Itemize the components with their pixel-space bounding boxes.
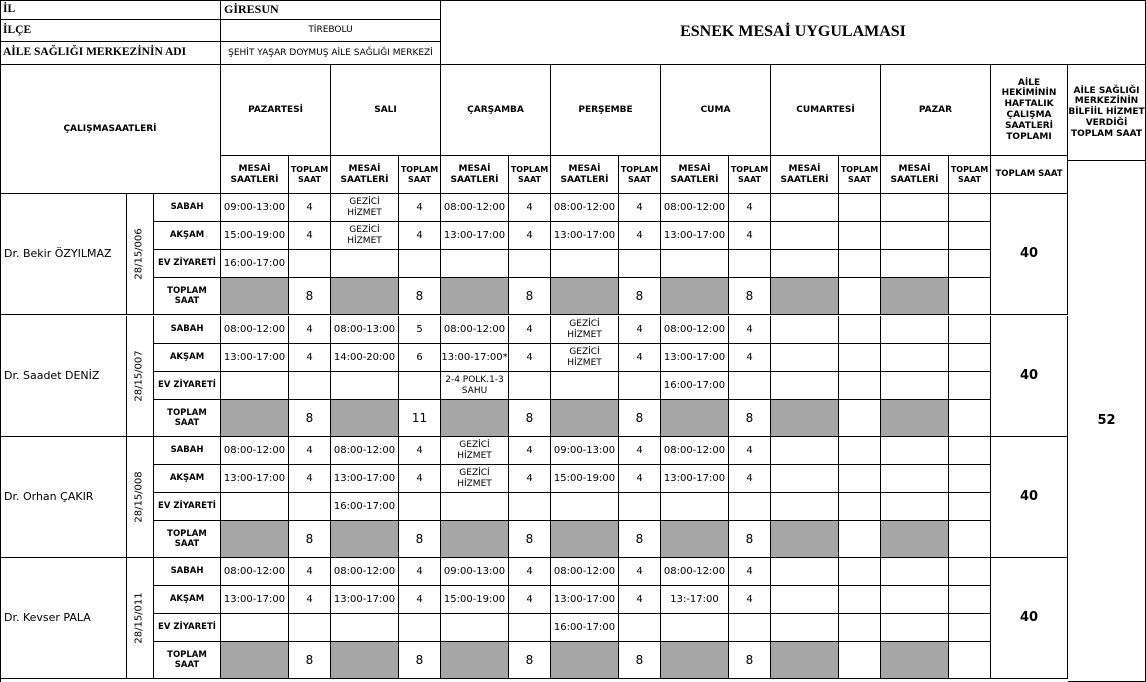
shaded-cell xyxy=(551,278,619,315)
day-total-value: 8 xyxy=(619,278,661,315)
day-total-value: 8 xyxy=(289,400,331,437)
mesai-saatleri-value: 13:00-17:00* xyxy=(441,344,509,372)
toplam-saat-value: 4 xyxy=(289,586,331,614)
mesai-saatleri-subheader: MESAİ SAATLERİ xyxy=(771,156,839,194)
toplam-saat-value xyxy=(839,222,881,250)
mesai-saatleri-value: 09:00-13:00 xyxy=(221,194,289,222)
mesai-saatleri-value: 15:00-19:00 xyxy=(551,465,619,493)
toplam-saat-value: 4 xyxy=(619,437,661,465)
toplam-saat-value: 4 xyxy=(289,316,331,344)
mesai-saatleri-value: GEZİCİ HİZMET xyxy=(551,316,619,344)
mesai-saatleri-value: GEZİCİ HİZMET xyxy=(441,437,509,465)
mesai-saatleri-value xyxy=(771,194,839,222)
mesai-saatleri-value: 13:00-17:00 xyxy=(221,465,289,493)
toplam-saat-value xyxy=(949,316,991,344)
mesai-saatleri-value xyxy=(881,344,949,372)
toplam-saat-value xyxy=(399,493,441,521)
toplam-saat-value xyxy=(509,372,551,400)
mesai-saatleri-value: 08:00-12:00 xyxy=(441,194,509,222)
shaded-cell xyxy=(661,278,729,315)
day-total-value xyxy=(839,642,881,679)
mesai-saatleri-value xyxy=(771,316,839,344)
toplam-saat-value: 4 xyxy=(399,194,441,222)
shaded-cell xyxy=(661,521,729,558)
row-label-sabah: SABAH xyxy=(154,558,221,586)
mesai-saatleri-value xyxy=(331,372,399,400)
toplam-saat-value xyxy=(729,372,771,400)
mesai-saatleri-value: 08:00-12:00 xyxy=(661,194,729,222)
mesai-saatleri-value xyxy=(221,372,289,400)
toplam-saat-value xyxy=(729,493,771,521)
toplam-saat-value: 4 xyxy=(289,465,331,493)
row-label-aksam: AKŞAM xyxy=(154,586,221,614)
toplam-saat-value xyxy=(839,586,881,614)
mesai-saatleri-value: 16:00-17:00 xyxy=(661,372,729,400)
day-header: PERŞEMBE xyxy=(551,65,661,156)
toplam-saat-value xyxy=(839,614,881,642)
day-total-value: 11 xyxy=(399,400,441,437)
toplam-saat-value xyxy=(619,250,661,278)
toplam-saat-value: 4 xyxy=(729,465,771,493)
mesai-saatleri-value xyxy=(771,558,839,586)
weekly-total-value: 40 xyxy=(991,194,1068,315)
toplam-saat-value: 4 xyxy=(289,558,331,586)
shaded-cell xyxy=(661,642,729,679)
toplam-saat-value xyxy=(839,465,881,493)
toplam-saat-value xyxy=(839,316,881,344)
mesai-saatleri-value: 09:00-13:00 xyxy=(551,437,619,465)
mesai-saatleri-value: GEZİCİ HİZMET xyxy=(331,194,399,222)
toplam-saat-value: 4 xyxy=(619,586,661,614)
shaded-cell xyxy=(441,400,509,437)
mesai-saatleri-value: 13:00-17:00 xyxy=(661,344,729,372)
toplam-saat-value xyxy=(729,250,771,278)
toplam-saat-value xyxy=(839,344,881,372)
row-label-sabah: SABAH xyxy=(154,437,221,465)
toplam-saat-value: 4 xyxy=(399,222,441,250)
toplam-saat-value: 6 xyxy=(399,344,441,372)
mesai-saatleri-value: 13:00-17:00 xyxy=(331,465,399,493)
mesai-saatleri-value xyxy=(771,586,839,614)
mesai-saatleri-value: 08:00-12:00 xyxy=(441,316,509,344)
doctor-code: 28/15/008 xyxy=(127,437,154,558)
toplam-saat-value xyxy=(509,250,551,278)
day-total-value xyxy=(949,278,991,315)
mesai-saatleri-value xyxy=(881,614,949,642)
mesai-saatleri-value: 08:00-12:00 xyxy=(551,194,619,222)
toplam-saat-value: 4 xyxy=(729,194,771,222)
toplam-saat-value xyxy=(399,250,441,278)
mesai-saatleri-value: 08:00-12:00 xyxy=(551,558,619,586)
doctor-code: 28/15/006 xyxy=(127,194,154,315)
toplam-saat-value: 4 xyxy=(399,558,441,586)
mesai-saatleri-value xyxy=(771,465,839,493)
mesai-saatleri-value: 09:00-13:00 xyxy=(441,558,509,586)
day-total-value: 8 xyxy=(289,278,331,315)
toplam-saat-value xyxy=(949,344,991,372)
row-label-sabah: SABAH xyxy=(154,316,221,344)
toplam-saat-value: 4 xyxy=(509,222,551,250)
toplam-saat-value xyxy=(949,465,991,493)
row-label-ev: EV ZİYARETİ xyxy=(154,493,221,521)
toplam-saat-value xyxy=(949,250,991,278)
shaded-cell xyxy=(551,400,619,437)
toplam-saat-subheader: TOPLAM SAAT xyxy=(289,156,331,194)
day-total-value: 8 xyxy=(399,642,441,679)
mesai-saatleri-value xyxy=(771,493,839,521)
mesai-saatleri-value xyxy=(881,372,949,400)
mesai-saatleri-value xyxy=(881,250,949,278)
mesai-saatleri-value: 13:-17:00 xyxy=(661,586,729,614)
toplam-saat-value xyxy=(839,437,881,465)
mesai-saatleri-value xyxy=(881,316,949,344)
day-header: PAZAR xyxy=(881,65,991,156)
day-total-value xyxy=(949,400,991,437)
mesai-saatleri-value: GEZİCİ HİZMET xyxy=(551,344,619,372)
day-total-value: 8 xyxy=(619,642,661,679)
row-label-ev: EV ZİYARETİ xyxy=(154,614,221,642)
shaded-cell xyxy=(441,521,509,558)
toplam-saat-value xyxy=(509,493,551,521)
toplam-saat-value xyxy=(949,222,991,250)
mesai-saatleri-subheader: MESAİ SAATLERİ xyxy=(221,156,289,194)
mesai-saatleri-value xyxy=(441,493,509,521)
day-total-value: 8 xyxy=(289,642,331,679)
day-total-value xyxy=(839,521,881,558)
mesai-saatleri-value xyxy=(771,250,839,278)
mesai-saatleri-value xyxy=(551,250,619,278)
day-header: SALI xyxy=(331,65,441,156)
toplam-saat-value xyxy=(839,194,881,222)
day-total-value: 8 xyxy=(509,400,551,437)
mesai-saatleri-value: GEZİCİ HİZMET xyxy=(441,465,509,493)
toplam-saat-value: 4 xyxy=(509,194,551,222)
mesai-saatleri-value xyxy=(331,250,399,278)
toplam-saat-value xyxy=(949,586,991,614)
row-label-aksam: AKŞAM xyxy=(154,222,221,250)
day-header: CUMARTESİ xyxy=(771,65,881,156)
mesai-saatleri-value: 13:00-17:00 xyxy=(661,222,729,250)
mesai-saatleri-subheader: MESAİ SAATLERİ xyxy=(331,156,399,194)
toplam-saat-value: 4 xyxy=(619,558,661,586)
row-label-ev: EV ZİYARETİ xyxy=(154,372,221,400)
shaded-cell xyxy=(881,642,949,679)
mesai-saatleri-value xyxy=(441,614,509,642)
mesai-saatleri-value: 08:00-12:00 xyxy=(661,558,729,586)
ilce-label: İLÇE xyxy=(0,20,221,42)
asm-label: AİLE SAĞLIĞI MERKEZİNİN ADI xyxy=(0,42,221,65)
shaded-cell xyxy=(551,642,619,679)
shaded-cell xyxy=(771,278,839,315)
toplam-saat-value: 4 xyxy=(729,437,771,465)
toplam-saat-value: 4 xyxy=(509,437,551,465)
mesai-saatleri-value xyxy=(661,614,729,642)
row-label-toplam: TOPLAM SAAT xyxy=(154,400,221,437)
calisma-saatleri-header: ÇALIŞMA SAATLERİ xyxy=(0,65,221,194)
mesai-saatleri-value: 13:00-17:00 xyxy=(331,586,399,614)
weekly-total-subheader: TOPLAM SAAT xyxy=(991,156,1068,194)
shaded-cell xyxy=(771,521,839,558)
mesai-saatleri-value: 08:00-12:00 xyxy=(661,316,729,344)
shaded-cell xyxy=(661,400,729,437)
day-total-value: 8 xyxy=(729,278,771,315)
shaded-cell xyxy=(331,400,399,437)
mesai-saatleri-value: 15:00-19:00 xyxy=(221,222,289,250)
toplam-saat-subheader: TOPLAM SAAT xyxy=(839,156,881,194)
toplam-saat-value: 4 xyxy=(619,316,661,344)
doctor-code: 28/15/011 xyxy=(127,558,154,679)
day-total-value: 8 xyxy=(729,400,771,437)
mesai-saatleri-value: 13:00-17:00 xyxy=(551,586,619,614)
toplam-saat-value xyxy=(949,372,991,400)
center-total-value: 52 xyxy=(1068,161,1146,682)
day-total-value: 8 xyxy=(619,400,661,437)
toplam-saat-value: 4 xyxy=(509,558,551,586)
shaded-cell xyxy=(221,278,289,315)
mesai-saatleri-value: 16:00-17:00 xyxy=(551,614,619,642)
toplam-saat-value xyxy=(949,558,991,586)
toplam-saat-value: 4 xyxy=(729,222,771,250)
shaded-cell xyxy=(881,278,949,315)
doctor-code: 28/15/007 xyxy=(127,316,154,437)
toplam-saat-value: 4 xyxy=(729,558,771,586)
mesai-saatleri-value xyxy=(881,586,949,614)
mesai-saatleri-value xyxy=(771,372,839,400)
mesai-saatleri-value xyxy=(551,493,619,521)
toplam-saat-value: 4 xyxy=(289,437,331,465)
weekly-total-value: 40 xyxy=(991,316,1068,437)
day-total-value: 8 xyxy=(399,278,441,315)
toplam-saat-value xyxy=(949,614,991,642)
toplam-saat-value: 4 xyxy=(619,465,661,493)
toplam-saat-value: 4 xyxy=(729,344,771,372)
toplam-saat-value xyxy=(399,372,441,400)
toplam-saat-value xyxy=(619,614,661,642)
toplam-saat-value xyxy=(839,250,881,278)
mesai-saatleri-subheader: MESAİ SAATLERİ xyxy=(551,156,619,194)
mesai-saatleri-value: 16:00-17:00 xyxy=(331,493,399,521)
toplam-saat-value xyxy=(399,614,441,642)
row-label-toplam: TOPLAM SAAT xyxy=(154,642,221,679)
mesai-saatleri-value: 13:00-17:00 xyxy=(221,586,289,614)
mesai-saatleri-value xyxy=(881,437,949,465)
mesai-saatleri-value: 08:00-12:00 xyxy=(221,437,289,465)
mesai-saatleri-value xyxy=(881,222,949,250)
mesai-saatleri-value: 08:00-12:00 xyxy=(331,558,399,586)
shaded-cell xyxy=(441,278,509,315)
mesai-saatleri-value xyxy=(771,344,839,372)
toplam-saat-value xyxy=(619,372,661,400)
toplam-saat-subheader: TOPLAM SAAT xyxy=(509,156,551,194)
mesai-saatleri-value: 08:00-12:00 xyxy=(221,316,289,344)
mesai-saatleri-value xyxy=(441,250,509,278)
mesai-saatleri-value: GEZİCİ HİZMET xyxy=(331,222,399,250)
toplam-saat-value xyxy=(949,493,991,521)
mesai-saatleri-value xyxy=(881,194,949,222)
mesai-saatleri-value: 16:00-17:00 xyxy=(221,250,289,278)
toplam-saat-value: 4 xyxy=(509,586,551,614)
shaded-cell xyxy=(221,642,289,679)
toplam-saat-value: 4 xyxy=(289,194,331,222)
mesai-saatleri-subheader: MESAİ SAATLERİ xyxy=(661,156,729,194)
day-total-value: 8 xyxy=(509,642,551,679)
toplam-saat-value: 4 xyxy=(399,586,441,614)
weekly-total-value: 40 xyxy=(991,558,1068,679)
mesai-saatleri-value xyxy=(221,493,289,521)
day-total-value xyxy=(949,642,991,679)
mesai-saatleri-value: 14:00-20:00 xyxy=(331,344,399,372)
toplam-saat-value xyxy=(949,437,991,465)
day-total-value xyxy=(839,400,881,437)
toplam-saat-subheader: TOPLAM SAAT xyxy=(949,156,991,194)
shaded-cell xyxy=(771,642,839,679)
mesai-saatleri-value xyxy=(661,493,729,521)
shaded-cell xyxy=(331,278,399,315)
mesai-saatleri-value: 13:00-17:00 xyxy=(221,344,289,372)
toplam-saat-value: 4 xyxy=(729,586,771,614)
mesai-saatleri-value: 15:00-19:00 xyxy=(441,586,509,614)
weekly-total-header: AİLE HEKİMİNİN HAFTALIK ÇALIŞMA SAATLERİ TOPLAMI xyxy=(991,65,1068,156)
toplam-saat-subheader: TOPLAM SAAT xyxy=(619,156,661,194)
doctor-name: Dr. Orhan ÇAKIR xyxy=(0,437,127,558)
toplam-saat-value xyxy=(509,614,551,642)
mesai-saatleri-value xyxy=(881,558,949,586)
mesai-saatleri-subheader: MESAİ SAATLERİ xyxy=(881,156,949,194)
toplam-saat-value: 4 xyxy=(619,344,661,372)
mesai-saatleri-value: 08:00-13:00 xyxy=(331,316,399,344)
shaded-cell xyxy=(221,521,289,558)
row-label-aksam: AKŞAM xyxy=(154,465,221,493)
il-label: İL xyxy=(0,0,221,20)
toplam-saat-value: 4 xyxy=(509,344,551,372)
row-label-aksam: AKŞAM xyxy=(154,344,221,372)
shaded-cell xyxy=(331,642,399,679)
row-label-toplam: TOPLAM SAAT xyxy=(154,278,221,315)
toplam-saat-value xyxy=(839,558,881,586)
mesai-saatleri-value: 08:00-12:00 xyxy=(221,558,289,586)
shaded-cell xyxy=(551,521,619,558)
toplam-saat-value: 4 xyxy=(399,465,441,493)
day-total-value: 8 xyxy=(289,521,331,558)
day-total-value: 8 xyxy=(399,521,441,558)
day-total-value: 8 xyxy=(619,521,661,558)
shaded-cell xyxy=(881,521,949,558)
day-total-value: 8 xyxy=(509,521,551,558)
toplam-saat-value xyxy=(949,194,991,222)
toplam-saat-subheader: TOPLAM SAAT xyxy=(729,156,771,194)
mesai-saatleri-value xyxy=(551,372,619,400)
toplam-saat-value: 4 xyxy=(289,344,331,372)
mesai-saatleri-value xyxy=(331,614,399,642)
day-header: ÇARŞAMBA xyxy=(441,65,551,156)
toplam-saat-value xyxy=(289,614,331,642)
mesai-saatleri-value xyxy=(771,437,839,465)
day-header: CUMA xyxy=(661,65,771,156)
doctor-name: Dr. Bekir ÖZYILMAZ xyxy=(0,194,127,315)
toplam-saat-value xyxy=(839,372,881,400)
il-value: GİRESUN xyxy=(221,0,441,20)
mesai-saatleri-value xyxy=(881,465,949,493)
mesai-saatleri-value xyxy=(221,614,289,642)
mesai-saatleri-value: 2-4 POLK.1-3 SAHU xyxy=(441,372,509,400)
day-total-value: 8 xyxy=(509,278,551,315)
toplam-saat-value xyxy=(729,614,771,642)
mesai-saatleri-value: 08:00-12:00 xyxy=(661,437,729,465)
mesai-saatleri-value xyxy=(881,493,949,521)
toplam-saat-value xyxy=(289,372,331,400)
day-total-value: 8 xyxy=(729,521,771,558)
shaded-cell xyxy=(331,521,399,558)
toplam-saat-value: 5 xyxy=(399,316,441,344)
toplam-saat-value: 4 xyxy=(729,316,771,344)
toplam-saat-value: 4 xyxy=(289,222,331,250)
asm-value: ŞEHİT YAŞAR DOYMUŞ AİLE SAĞLIĞI MERKEZİ xyxy=(221,42,441,65)
row-label-toplam: TOPLAM SAAT xyxy=(154,521,221,558)
day-total-value xyxy=(949,521,991,558)
toplam-saat-value: 4 xyxy=(399,437,441,465)
row-label-sabah: SABAH xyxy=(154,194,221,222)
day-header: PAZARTESİ xyxy=(221,65,331,156)
page-title: ESNEK MESAİ UYGULAMASI xyxy=(441,0,1146,65)
toplam-saat-value: 4 xyxy=(619,222,661,250)
doctor-name: Dr. Saadet DENİZ xyxy=(0,316,127,437)
mesai-saatleri-value: 08:00-12:00 xyxy=(331,437,399,465)
shaded-cell xyxy=(221,400,289,437)
mesai-saatleri-value xyxy=(771,222,839,250)
shaded-cell xyxy=(441,642,509,679)
weekly-total-value: 40 xyxy=(991,437,1068,558)
toplam-saat-value xyxy=(839,493,881,521)
center-total-header: AİLE SAĞLIĞI MERKEZİNİN BİLFİİL HİZMET VERDİĞİ TOPLAM SAAT xyxy=(1068,65,1146,161)
mesai-saatleri-value xyxy=(661,250,729,278)
ilce-value: TİREBOLU xyxy=(221,20,441,42)
mesai-saatleri-value: 13:00-17:00 xyxy=(551,222,619,250)
toplam-saat-value xyxy=(619,493,661,521)
toplam-saat-value xyxy=(289,493,331,521)
toplam-saat-value: 4 xyxy=(509,465,551,493)
mesai-saatleri-value: 13:00-17:00 xyxy=(661,465,729,493)
day-total-value: 8 xyxy=(729,642,771,679)
toplam-saat-value: 4 xyxy=(509,316,551,344)
mesai-saatleri-subheader: MESAİ SAATLERİ xyxy=(441,156,509,194)
day-total-value xyxy=(839,278,881,315)
mesai-saatleri-value: 13:00-17:00 xyxy=(441,222,509,250)
toplam-saat-subheader: TOPLAM SAAT xyxy=(399,156,441,194)
toplam-saat-value xyxy=(289,250,331,278)
row-label-ev: EV ZİYARETİ xyxy=(154,250,221,278)
shaded-cell xyxy=(881,400,949,437)
mesai-saatleri-value xyxy=(771,614,839,642)
toplam-saat-value: 4 xyxy=(619,194,661,222)
shaded-cell xyxy=(771,400,839,437)
doctor-name: Dr. Kevser PALA xyxy=(0,558,127,679)
